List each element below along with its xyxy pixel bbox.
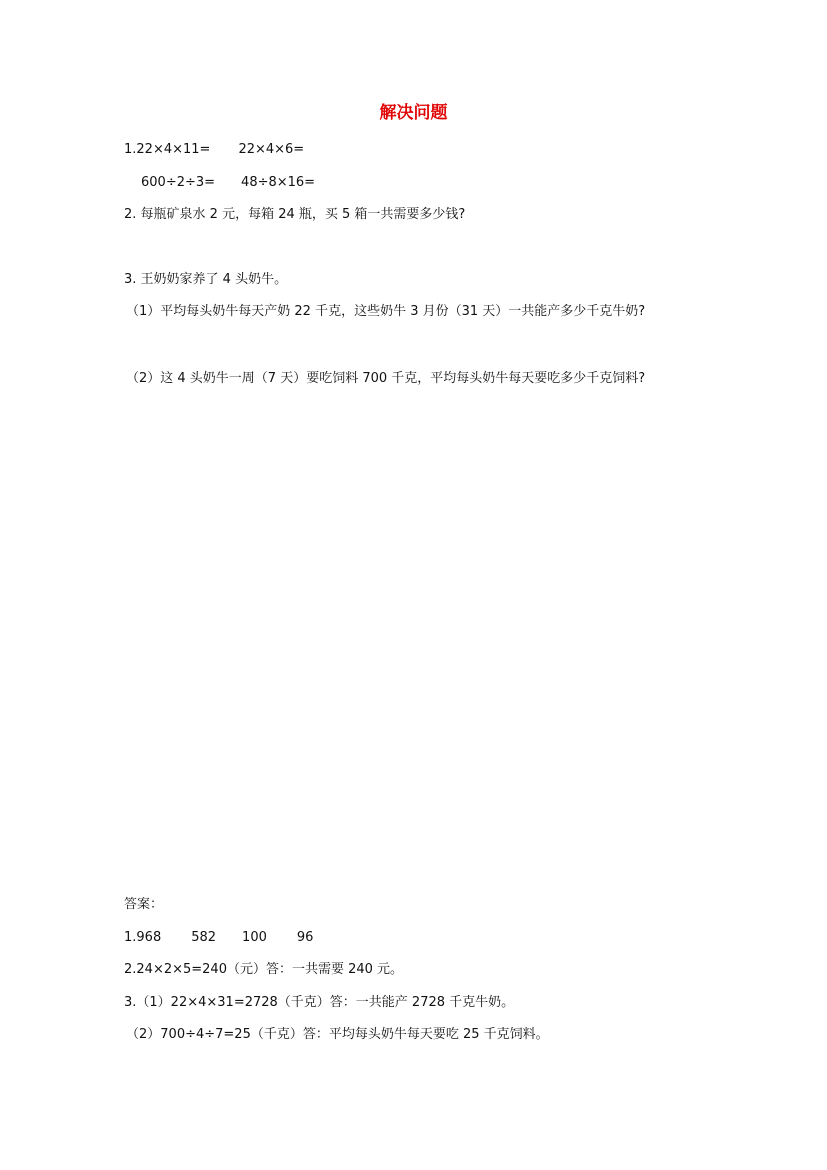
answer-2: 2.24×2×5=240（元）答：一共需要 240 元。 — [124, 962, 404, 977]
answer-1-value-4: 96 — [296, 930, 314, 945]
question-3-part-1: （1）平均每头奶牛每天产奶 22 千克，这些奶牛 3 月份（31 天）一共能产多少千克牛奶? — [126, 304, 646, 319]
answer-3-part-1: 3.（1）22×4×31=2728（千克）答：一共能产 2728 千克牛奶。 — [124, 995, 515, 1010]
question-3-part-2: （2）这 4 头奶牛一周（7 天）要吃饲料 700 千克，平均每头奶牛每天要吃多少千克饲料? — [126, 371, 646, 386]
question-1-item-b: 22×4×6= — [238, 142, 305, 157]
page-title: 解决问题 — [379, 103, 448, 123]
answer-1-value-2: 582 — [191, 930, 217, 945]
answer-1-value-3: 100 — [242, 930, 267, 945]
question-3: 3. 王奶奶家养了 4 头奶牛。 — [124, 272, 288, 287]
question-1-row-1 — [124, 141, 304, 159]
answer-1-value-1: 1.968 — [124, 930, 162, 945]
answers-heading: 答案： — [124, 897, 164, 912]
question-1-item-a: 1.22×4×11= — [124, 142, 211, 157]
answer-1 — [124, 929, 313, 947]
answer-3-part-2: （2）700÷4÷7=25（千克）答：平均每头奶牛每天要吃 25 千克饲料。 — [126, 1027, 549, 1042]
question-1-item-d: 48÷8×16= — [241, 175, 316, 190]
question-1-row-2 — [141, 174, 315, 192]
question-1-item-c: 600÷2÷3= — [141, 175, 216, 190]
question-2: 2. 每瓶矿泉水 2 元，每箱 24 瓶，买 5 箱一共需要多少钱? — [124, 207, 466, 222]
